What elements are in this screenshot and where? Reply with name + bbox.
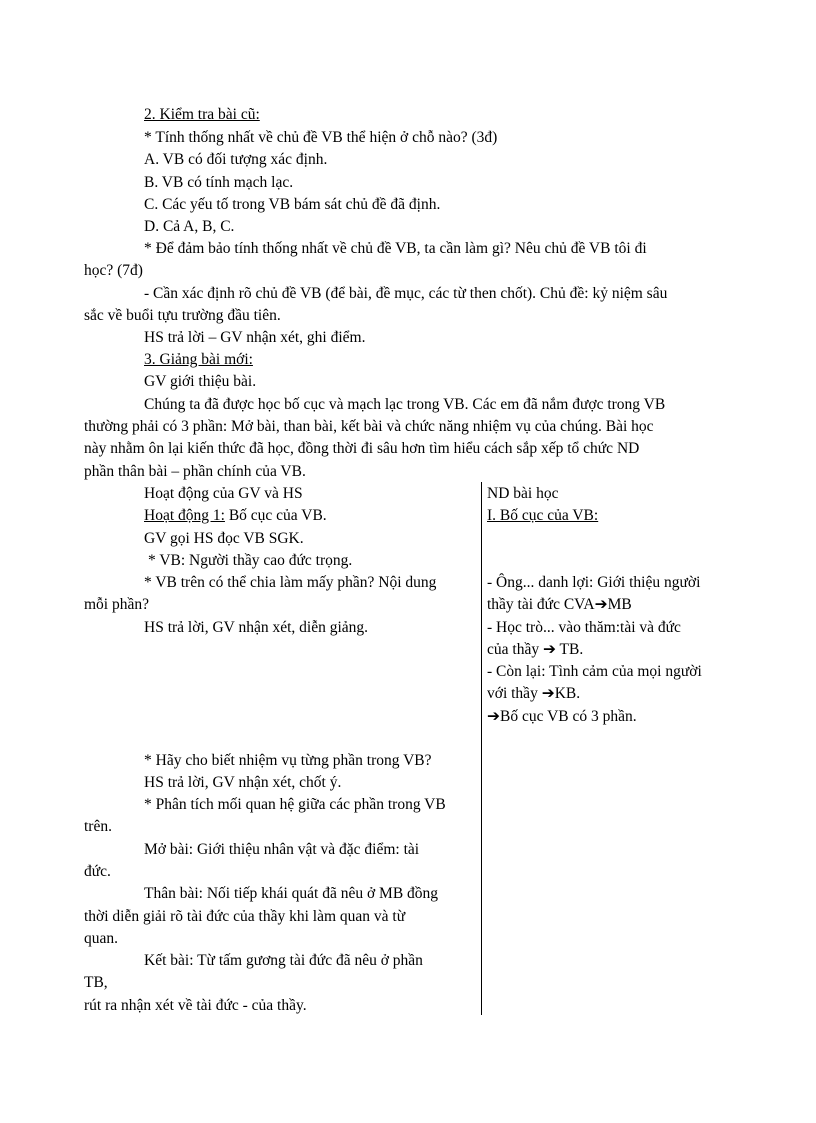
option-a: A. VB có đối tượng xác định. (144, 151, 328, 168)
activity-1-title: Bố cục của VB. (224, 507, 327, 524)
right-line-2-text: thầy tài đức CVA (487, 596, 595, 613)
section-3-heading: 3. Giảng bài mới: (144, 351, 253, 368)
option-d: D. Cả A, B, C. (144, 218, 235, 235)
arrow-right-icon: ➔ (594, 596, 608, 613)
answer-line-1: - Cần xác định rõ chủ đề VB (để bài, đề mục, các từ then chốt). Chủ đề: kỷ niệm sâu (144, 285, 668, 302)
option-b: B. VB có tính mạch lạc. (144, 174, 294, 191)
left-line-16: TB, (84, 974, 108, 991)
paragraph-line-2: thường phải có 3 phần: Mở bài, than bài, kết bài và chức năng nhiệm vụ của chúng. Bài học (84, 418, 654, 435)
left-line-15: Kết bài: Từ tấm gương tài đức đã nêu ở phần (144, 952, 423, 969)
answer-line-2: sắc về buổi tựu trường đầu tiên. (84, 307, 281, 324)
paragraph-line-4: phần thân bài – phần chính của VB. (84, 463, 306, 480)
option-c: C. Các yếu tố trong VB bám sát chủ đề đã định. (144, 196, 441, 213)
right-column-header: ND bài học (487, 485, 559, 502)
question-2-line-1: * Để đảm bảo tính thống nhất về chủ đề VB, ta cần làm gì? Nêu chủ đề VB tôi đi (144, 240, 647, 257)
left-line-13: thời diễn giải rõ tài đức của thầy khi làm quan và từ (84, 908, 406, 925)
right-line-2-tail: MB (607, 596, 632, 613)
left-line-5: HS trả lời, GV nhận xét, diễn giảng. (144, 619, 369, 636)
arrow-right-icon: ➔ (541, 685, 555, 702)
right-line-7-text: Bố cục VB có 3 phần. (500, 708, 637, 725)
paragraph-line-3: này nhằm ôn lại kiến thức đã học, đồng thời đi sâu hơn tìm hiểu cách sắp xếp tổ chức ND (84, 440, 640, 457)
left-line-12: Thân bài: Nối tiếp khái quát đã nêu ở MB đồng (144, 885, 439, 902)
right-line-1: - Ông... danh lợi: Giới thiệu người (487, 574, 701, 591)
section-2-heading: 2. Kiểm tra bài cũ: (144, 106, 260, 123)
right-line-3: - Học trò... vào thăm:tài và đức (487, 619, 681, 636)
left-line-11: đức. (84, 863, 111, 880)
left-line-10: Mở bài: Giới thiệu nhân vật và đặc điểm: tài (144, 841, 420, 858)
intro-line: GV giới thiệu bài. (144, 373, 257, 390)
right-line-4-text: của thầy (487, 641, 543, 658)
right-line-6-text: với thầy (487, 685, 542, 702)
right-line-7 (487, 706, 637, 728)
left-line-17: rút ra nhận xét về tài đức - của thầy. (84, 997, 307, 1014)
left-line-2: * VB: Người thầy cao đức trọng. (148, 552, 353, 569)
left-column-header: Hoạt động của GV và HS (144, 485, 303, 502)
column-divider (481, 482, 482, 1015)
paragraph-line-1: Chúng ta đã được học bố cục và mạch lạc trong VB. Các em đã nắm được trong VB (144, 396, 666, 413)
right-line-6-tail: KB. (554, 685, 581, 702)
right-line-4-tail: TB. (555, 641, 584, 658)
activity-1-label: Hoạt động 1: (144, 507, 225, 524)
right-line-4 (487, 639, 583, 661)
left-line-8: * Phân tích mối quan hệ giữa các phần trong VB (144, 796, 446, 813)
right-line-2 (487, 594, 632, 616)
question-2-line-2: học? (7đ) (84, 262, 143, 279)
left-line-1: GV gọi HS đọc VB SGK. (144, 530, 304, 547)
arrow-right-icon: ➔ (487, 708, 500, 725)
left-line-6: * Hãy cho biết nhiệm vụ từng phần trong VB? (144, 752, 432, 769)
left-line-4: mỗi phần? (84, 596, 149, 613)
left-line-14: quan. (84, 930, 119, 947)
arrow-right-icon: ➔ (542, 641, 556, 658)
right-line-5: - Còn lại: Tình cảm của mọi người (487, 663, 702, 680)
question-1: * Tính thống nhất về chủ đề VB thể hiện ở chỗ nào? (3đ) (144, 129, 498, 146)
left-line-7: HS trả lời, GV nhận xét, chốt ý. (144, 774, 342, 791)
left-line-9: trên. (84, 818, 112, 835)
left-line-3: * VB trên có thể chia làm mấy phần? Nội dung (144, 574, 437, 591)
right-line-6 (487, 683, 580, 705)
right-section-title: I. Bố cục của VB: (487, 507, 599, 524)
grading-note: HS trả lời – GV nhận xét, ghi điểm. (144, 329, 366, 346)
activity-1-line (144, 505, 327, 527)
